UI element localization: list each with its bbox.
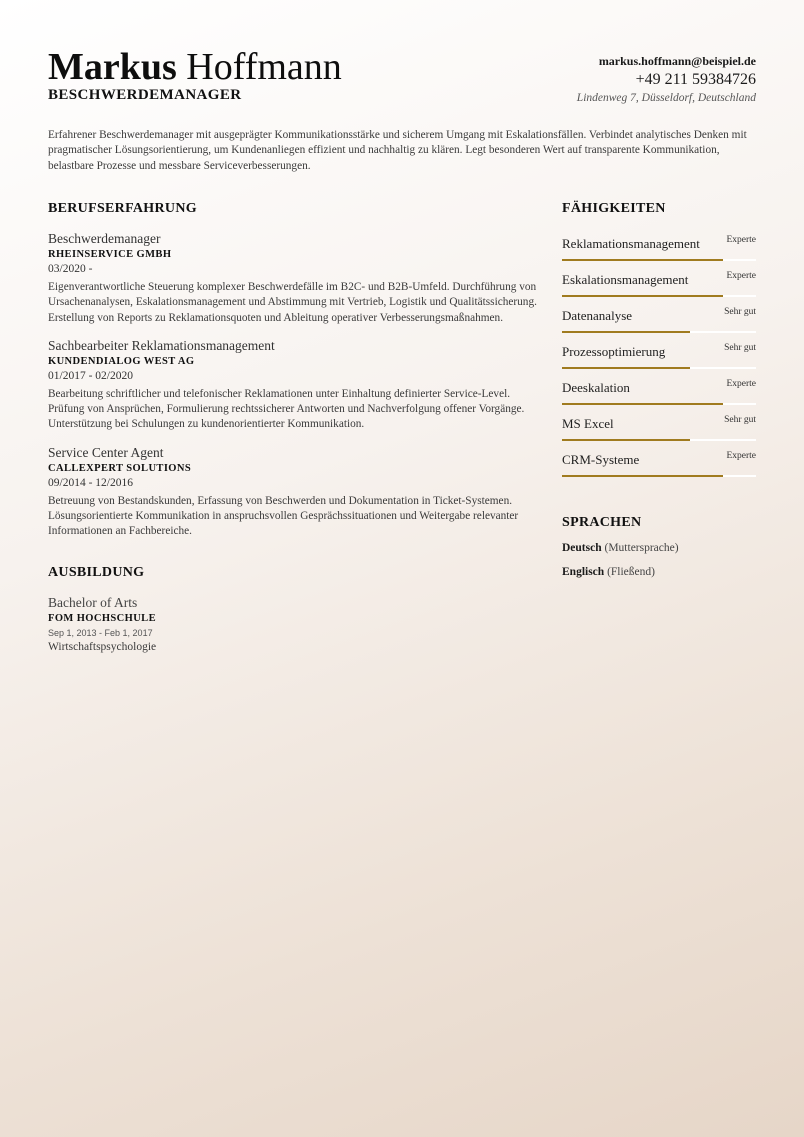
education-field: Wirtschaftspsychologie (48, 640, 157, 653)
skill-name: Eskalationsmanagement (562, 272, 689, 287)
skill-bar-fill (562, 259, 723, 261)
skill-name: Reklamationsmanagement (562, 236, 700, 251)
skill-bar-fill (562, 403, 723, 405)
education-dates: Sep 1, 2013 - Feb 1, 2017 (48, 627, 153, 638)
skill-level: Sehr gut (724, 307, 756, 317)
job-description: Betreuung von Bestandskunden, Erfassung von Beschwerden und Dokumentation in Ticket-Systemen. Lösungsorientierte Kommunikation in anspruchsvollen Gesprächssituationen und Weitergabe relevanter Informationen an Fachbereiche. (48, 494, 519, 538)
resume-page (48, 0, 756, 1137)
last-name: Hoffmann (186, 46, 342, 88)
education-school: FOM HOCHSCHULE (48, 612, 156, 624)
skill-name: Datenanalyse (562, 308, 633, 323)
skill-bar-fill (562, 475, 723, 477)
skill-level: Sehr gut (724, 343, 756, 353)
resume-header (48, 46, 756, 116)
skill-name: Deeskalation (562, 380, 630, 395)
skill-bar-track (562, 439, 756, 441)
job-company: RHEINSERVICE GMBH (48, 249, 172, 260)
language-name: Englisch (562, 566, 605, 578)
skill-bar-track (562, 331, 756, 333)
skill-name: CRM-Systeme (562, 452, 640, 467)
education-item (48, 595, 538, 654)
skill-bar-track (562, 367, 756, 369)
education-degree: Bachelor of Arts (48, 594, 138, 610)
job-description: Eigenverantwortliche Steuerung komplexer Beschwerdefälle im B2C- und B2B-Umfeld. Durchführung von Ursachenanalysen, Eskalationsmanagement und Abstimmung mit Vertrieb, Logistik und Qualitätssicherung. Erstellung von Reports zu Reklamationsquoten und Ableitung operativer Verbesserungsmaßnahmen. (48, 281, 537, 324)
language-item (562, 541, 756, 556)
job-dates: 03/2020 - (48, 263, 93, 275)
phone-number[interactable]: +49 211 59384726 (635, 71, 756, 88)
skill-level: Sehr gut (724, 415, 756, 425)
skill-level: Experte (726, 235, 756, 245)
skill-name: MS Excel (562, 416, 614, 431)
skill-bar-fill (562, 295, 723, 297)
education-heading: AUSBILDUNG (48, 564, 145, 580)
experience-heading: BERUFSERFAHRUNG (48, 201, 197, 216)
left-column (48, 200, 538, 654)
job-dates: 09/2014 - 12/2016 (48, 476, 133, 489)
job-dates: 01/2017 - 02/2020 (48, 369, 133, 382)
language-name: Deutsch (562, 542, 602, 554)
languages-heading: SPRACHEN (562, 515, 642, 530)
skill-level: Experte (726, 379, 756, 389)
job-role: Beschwerdemanager (48, 231, 161, 246)
languages-list (562, 541, 756, 580)
skill-item (562, 410, 756, 446)
skill-bar-fill (562, 367, 690, 369)
skill-bar-track (562, 475, 756, 477)
job-role: Sachbearbeiter Reklamationsmanagement (48, 337, 275, 353)
skill-item (562, 302, 756, 338)
skill-name: Prozessoptimierung (562, 344, 666, 359)
experience-item (48, 231, 538, 326)
skill-bar-fill (562, 331, 690, 333)
skill-level: Experte (726, 451, 756, 461)
language-item (562, 565, 756, 580)
skill-bar-track (562, 259, 756, 261)
contact-block (577, 54, 756, 105)
skill-bar-track (562, 403, 756, 405)
language-level: (Fließend) (607, 566, 655, 578)
job-company: KUNDENDIALOG WEST AG (48, 355, 195, 367)
skill-item (562, 338, 756, 374)
skills-heading: FÄHIGKEITEN (562, 201, 666, 216)
email-address[interactable]: markus.hoffmann@beispiel.de (598, 54, 756, 68)
language-level: (Muttersprache) (604, 542, 679, 554)
skill-item (562, 446, 756, 482)
right-column (562, 200, 756, 589)
skill-item (562, 266, 756, 302)
job-company: CALLEXPERT SOLUTIONS (48, 462, 192, 474)
first-name: Markus (48, 46, 177, 88)
job-title: BESCHWERDEMANAGER (48, 87, 242, 103)
full-name (48, 46, 342, 88)
job-role: Service Center Agent (48, 444, 164, 460)
skills-list (562, 230, 756, 482)
skill-bar-track (562, 295, 756, 297)
skill-item (562, 230, 756, 266)
skill-level: Experte (726, 271, 756, 281)
profile-summary: Erfahrener Beschwerdemanager mit ausgeprägter Kommunikationsstärke und sicherem Umgang mit Eskalationsfällen. Verbindet analytisches Denken mit pragmatischer Lösungsorientierung, um Kundenanliegen effizient und nachhaltig zu klären. Legt besonderen Wert auf transparente Kommunikation, belastbare Prozesse und messbare Serviceverbesserungen. (48, 129, 747, 172)
experience-item (48, 445, 538, 540)
postal-address: Lindenweg 7, Düsseldorf, Deutschland (576, 92, 756, 104)
skill-item (562, 374, 756, 410)
experience-item (48, 338, 538, 433)
job-description: Bearbeitung schriftlicher und telefonischer Reklamationen unter Einhaltung definierter Service-Level. Prüfung von Ansprüchen, Formulierung rechtssicherer Antworten und Nachverfolgung offener Vorgänge. Unterstützung bei Schulungen zu kundenorientierter Kommunikation. (48, 387, 525, 431)
skill-bar-fill (562, 439, 690, 441)
